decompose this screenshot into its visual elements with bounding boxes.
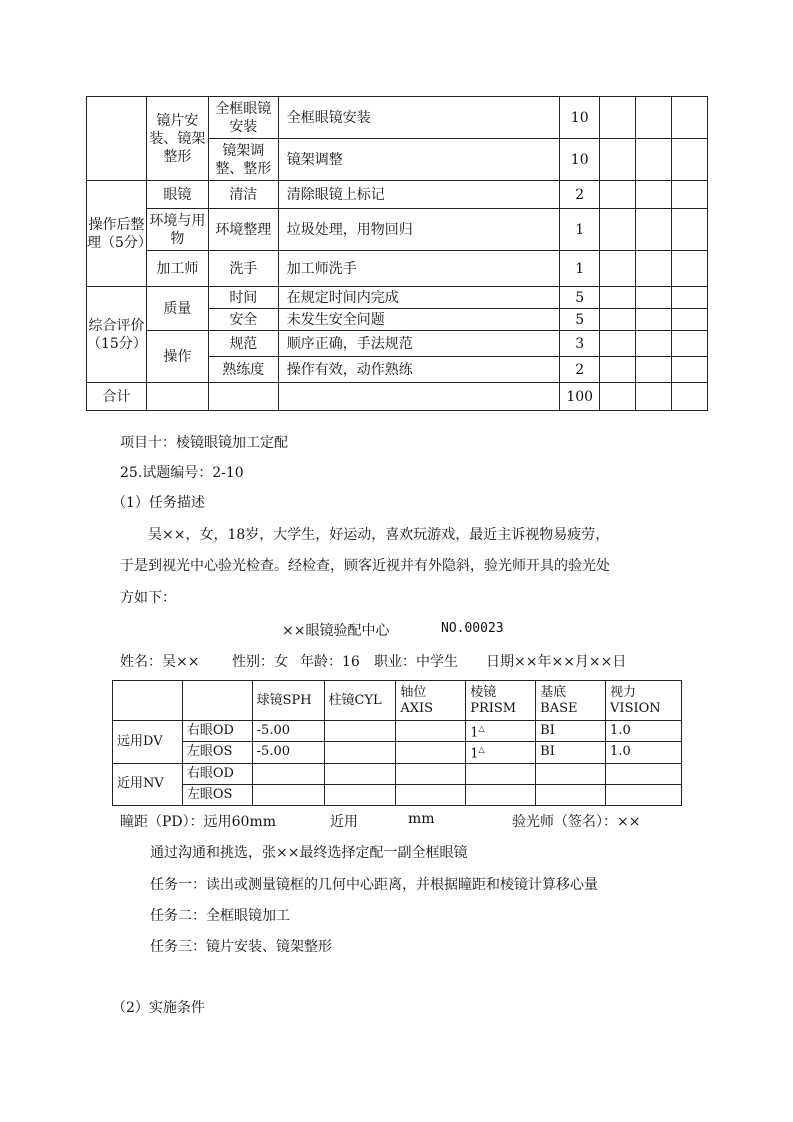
score-cell: 1	[560, 209, 600, 251]
description-paragraph: 方如下：	[120, 590, 176, 606]
conditions-heading: （2）实施条件	[112, 1000, 205, 1016]
subcategory-cell: 环境与用物	[146, 209, 208, 251]
subcategory-cell: 加工师	[146, 251, 208, 287]
task-heading: （1）任务描述	[112, 495, 205, 511]
pd-label: 瞳距（PD）：远用60mm	[120, 814, 277, 830]
description-cell: 顺序正确，手法规范	[278, 331, 559, 357]
description-cell: 全框眼镜安装	[278, 97, 559, 139]
project-title: 项目十：棱镜眼镜加工定配	[120, 435, 288, 451]
prescription-title: ××眼镜验配中心	[282, 623, 390, 639]
item-cell: 环境整理	[208, 209, 278, 251]
task-two: 任务二：全框眼镜加工	[150, 908, 290, 924]
table-row	[87, 209, 708, 251]
score-cell: 5	[560, 287, 600, 309]
header-cyl: 柱镜CYL	[324, 681, 396, 721]
base-value: BI	[536, 721, 606, 742]
subcategory-cell: 眼镜	[146, 181, 208, 209]
item-cell: 熟练度	[208, 357, 278, 383]
item-cell: 镜架调整、整形	[208, 139, 278, 181]
score-cell: 10	[560, 139, 600, 181]
optometrist-signature: 验光师（签名）：××	[512, 814, 641, 830]
table-row	[113, 742, 682, 763]
description-cell: 加工师洗手	[278, 251, 559, 287]
patient-job: 职业：中学生	[374, 654, 458, 670]
exam-number: 25.试题编号：2-10	[120, 465, 244, 481]
task-three: 任务三：镜片安装、镜架整形	[150, 939, 332, 955]
choice-line: 通过沟通和挑选，张××最终选择定配一副全框眼镜	[150, 845, 468, 861]
item-cell: 安全	[208, 309, 278, 331]
prism-value: 1△	[466, 742, 536, 763]
left-eye-label: 左眼OS	[182, 784, 252, 805]
table-row	[113, 763, 682, 784]
item-cell: 时间	[208, 287, 278, 309]
category-cell: 操作后整理（5分）	[87, 181, 147, 287]
score-cell: 10	[560, 97, 600, 139]
table-row	[87, 331, 708, 357]
prescription-number: NO.00023	[441, 621, 504, 636]
subcategory-cell: 质量	[146, 287, 208, 331]
item-cell: 洗手	[208, 251, 278, 287]
table-row	[113, 721, 682, 742]
total-score: 100	[560, 383, 600, 411]
table-row	[87, 251, 708, 287]
header-prism: 棱镜 PRISM	[466, 681, 536, 721]
task-one: 任务一：读出或测量镜框的几何中心距离，并根据瞳距和棱镜计算移心量	[150, 877, 598, 893]
patient-gender: 性别：女	[232, 654, 288, 670]
table-row	[87, 181, 708, 209]
right-eye-label: 右眼OD	[182, 763, 252, 784]
description-cell: 未发生安全问题	[278, 309, 559, 331]
table-row	[87, 287, 708, 309]
subcategory-cell: 镜片安装、镜架整形	[146, 97, 208, 181]
header-axis: 轴位 AXIS	[396, 681, 466, 721]
total-row	[87, 383, 708, 411]
left-eye-label: 左眼OS	[182, 742, 252, 763]
description-cell: 垃圾处理，用物回归	[278, 209, 559, 251]
subcategory-cell: 操作	[146, 331, 208, 383]
vision-value: 1.0	[606, 742, 682, 763]
category-cell: 综合评价（15分）	[87, 287, 147, 383]
near-pd-label: 近用	[330, 814, 358, 830]
mm-label: mm	[408, 811, 435, 827]
table-header-row	[113, 681, 682, 721]
description-paragraph: 于是到视光中心验光检查。经检查，顾客近视并有外隐斜，验光师开具的验光处	[120, 558, 610, 574]
item-cell: 全框眼镜安装	[208, 97, 278, 139]
patient-name: 姓名：吴××	[120, 654, 200, 670]
patient-age: 年龄：16	[300, 654, 360, 670]
description-cell: 镜架调整	[278, 139, 559, 181]
header-sph: 球镜SPH	[252, 681, 324, 721]
table-row	[87, 97, 708, 139]
score-cell: 5	[560, 309, 600, 331]
score-cell: 1	[560, 251, 600, 287]
prescription-date: 日期××年××月××日	[486, 654, 627, 670]
description-cell: 在规定时间内完成	[278, 287, 559, 309]
prism-value: 1△	[466, 721, 536, 742]
item-cell: 清洁	[208, 181, 278, 209]
vision-value: 1.0	[606, 721, 682, 742]
sph-value: -5.00	[252, 721, 324, 742]
category-cell	[87, 97, 147, 181]
description-cell: 操作有效，动作熟练	[278, 357, 559, 383]
prescription-table	[112, 680, 682, 806]
score-cell: 2	[560, 181, 600, 209]
total-label: 合计	[87, 383, 147, 411]
score-table	[86, 96, 708, 411]
near-label: 近用NV	[113, 763, 183, 805]
header-vision: 视力 VISION	[606, 681, 682, 721]
score-cell: 3	[560, 331, 600, 357]
right-eye-label: 右眼OD	[182, 721, 252, 742]
table-row	[113, 784, 682, 805]
base-value: BI	[536, 742, 606, 763]
sph-value: -5.00	[252, 742, 324, 763]
description-paragraph: 吴××，女，18岁，大学生，好运动，喜欢玩游戏，最近主诉视物易疲劳，	[148, 527, 610, 543]
distance-label: 远用DV	[113, 721, 183, 764]
score-cell: 2	[560, 357, 600, 383]
description-cell: 清除眼镜上标记	[278, 181, 559, 209]
item-cell: 规范	[208, 331, 278, 357]
header-base: 基底 BASE	[536, 681, 606, 721]
